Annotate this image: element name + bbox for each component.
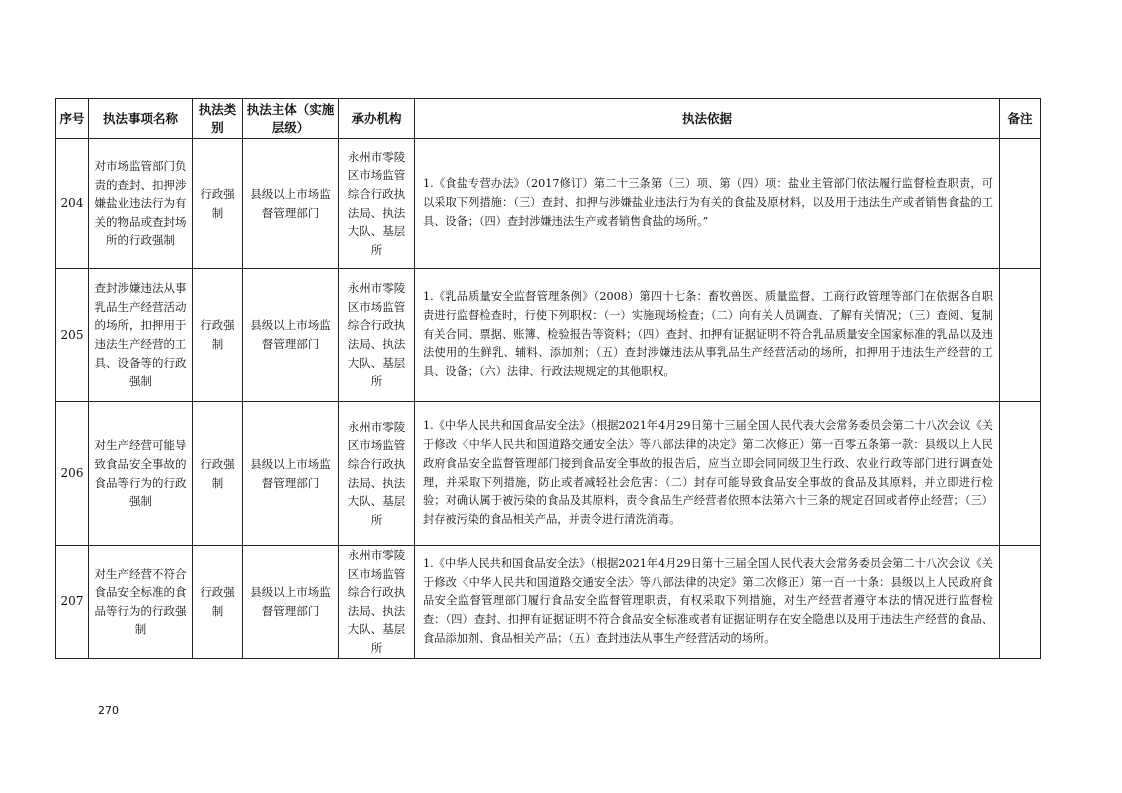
table-row xyxy=(56,139,1041,269)
row-agency: 永州市零陵区市场监管综合行政执法局、执法大队、基层所 xyxy=(339,402,415,546)
row-no: 205 xyxy=(56,269,89,402)
row-subject: 县级以上市场监督管理部门 xyxy=(243,546,339,659)
header-basis: 执法依据 xyxy=(415,99,1000,139)
row-category: 行政强制 xyxy=(193,139,243,269)
row-category: 行政强制 xyxy=(193,402,243,546)
row-basis: 1.《中华人民共和国食品安全法》（根据2021年4月29日第十三届全国人民代表大会常务委员会第二十八次会议《关于修改〈中华人民共和国道路交通安全法〉等八部法律的决定》第二次修正）第一百一十条：县级以上人民政府食品安全监督管理部门履行食品安全监督管理职责，有权采取下列措施，对生产经营者遵守本法的情况进行监督检查：（四）查封、扣押有证据证明不符合食品安全标准或者有证据证明存在安全隐患以及用于违法生产经营的食品、食品添加剂、食品相关产品；（五）查封违法从事生产经营活动的场所。 xyxy=(415,546,1000,659)
row-category: 行政强制 xyxy=(193,546,243,659)
row-remark xyxy=(1000,402,1041,546)
row-no: 206 xyxy=(56,402,89,546)
enforcement-table xyxy=(55,98,1041,659)
row-category: 行政强制 xyxy=(193,269,243,402)
row-remark xyxy=(1000,546,1041,659)
row-name: 对生产经营可能导致食品安全事故的食品等行为的行政强制 xyxy=(89,402,193,546)
header-remark: 备注 xyxy=(1000,99,1041,139)
table-row xyxy=(56,269,1041,402)
header-subject: 执法主体（实施层级） xyxy=(243,99,339,139)
row-subject: 县级以上市场监督管理部门 xyxy=(243,269,339,402)
table-row xyxy=(56,402,1041,546)
row-name: 对市场监管部门负责的查封、扣押涉嫌盐业违法行为有关的物品或查封场所的行政强制 xyxy=(89,139,193,269)
row-no: 204 xyxy=(56,139,89,269)
row-name: 对生产经营不符合食品安全标准的食品等行为的行政强制 xyxy=(89,546,193,659)
header-category: 执法类别 xyxy=(193,99,243,139)
table-row xyxy=(56,546,1041,659)
row-subject: 县级以上市场监督管理部门 xyxy=(243,139,339,269)
page-number: 270 xyxy=(98,704,119,717)
table-header-row xyxy=(56,99,1041,139)
row-remark xyxy=(1000,139,1041,269)
header-no: 序号 xyxy=(56,99,89,139)
row-remark xyxy=(1000,269,1041,402)
row-agency: 永州市零陵区市场监管综合行政执法局、执法大队、基层所 xyxy=(339,269,415,402)
row-no: 207 xyxy=(56,546,89,659)
row-basis: 1.《中华人民共和国食品安全法》（根据2021年4月29日第十三届全国人民代表大会常务委员会第二十八次会议《关于修改〈中华人民共和国道路交通安全法〉等八部法律的决定》第二次修正）第一百零五条第一款：县级以上人民政府食品安全监督管理部门接到食品安全事故的报告后，应当立即会同同级卫生行政、农业行政等部门进行调查处理，并采取下列措施，防止或者减轻社会危害：（二）封存可能导致食品安全事故的食品及其原料，并立即进行检验；对确认属于被污染的食品及其原料，责令食品生产经营者依照本法第六十三条的规定召回或者停止经营；（三）封存被污染的食品相关产品，并责令进行清洗消毒。 xyxy=(415,402,1000,546)
row-subject: 县级以上市场监督管理部门 xyxy=(243,402,339,546)
row-agency: 永州市零陵区市场监管综合行政执法局、执法大队、基层所 xyxy=(339,139,415,269)
header-agency: 承办机构 xyxy=(339,99,415,139)
row-agency: 永州市零陵区市场监管综合行政执法局、执法大队、基层所 xyxy=(339,546,415,659)
row-basis: 1.《乳品质量安全监督管理条例》（2008）第四十七条：畜牧兽医、质量监督、工商行政管理等部门在依据各自职责进行监督检查时，行使下列职权：（一）实施现场检查；（二）向有关人员调查、了解有关情况；（三）查阅、复制有关合同、票据、账簿、检验报告等资料；（四）查封、扣押有证据证明不符合乳品质量安全国家标准的乳品以及违法使用的生鲜乳、辅料、添加剂；（五）查封涉嫌违法从事乳品生产经营活动的场所，扣押用于违法生产经营的工具、设备；（六）法律、行政法规规定的其他职权。 xyxy=(415,269,1000,402)
row-name: 查封涉嫌违法从事乳品生产经营活动的场所，扣押用于违法生产经营的工具、设备等的行政强制 xyxy=(89,269,193,402)
header-name: 执法事项名称 xyxy=(89,99,193,139)
row-basis: 1.《食盐专营办法》（2017修订）第二十三条第（三）项、第（四）项：盐业主管部门依法履行监督检查职责，可以采取下列措施：（三）查封、扣押与涉嫌盐业违法行为有关的食盐及原材料，以及用于违法生产或者销售食盐的工具、设备；（四）查封涉嫌违法生产或者销售食盐的场所。” xyxy=(415,139,1000,269)
